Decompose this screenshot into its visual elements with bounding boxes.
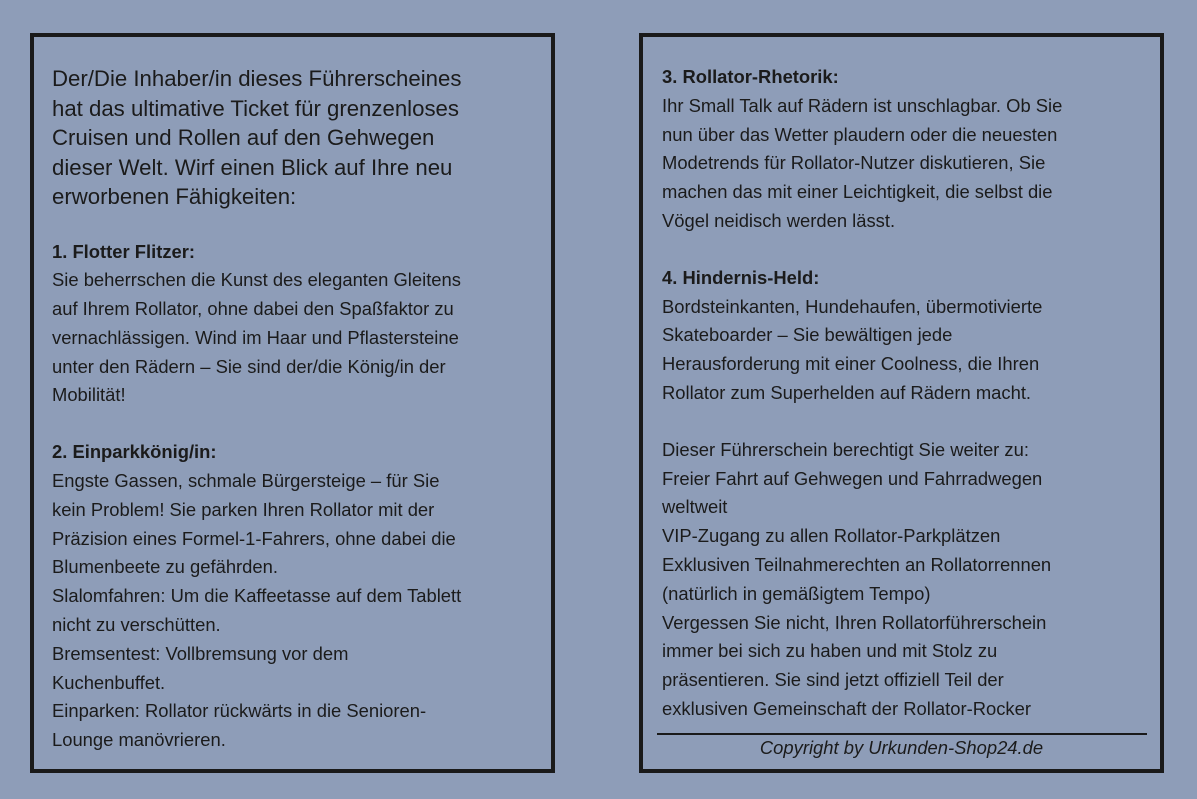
closing-line: Freier Fahrt auf Gehwegen und Fahrradwegen: [662, 467, 1043, 489]
intro-text: [52, 64, 535, 212]
intro-line: hat das ultimative Ticket für grenzenloses: [52, 95, 459, 121]
section-line: auf Ihrem Rollator, ohne dabei den Spaßfaktor zu: [52, 298, 454, 320]
section-line: kein Problem! Sie parken Ihren Rollator mit der: [52, 498, 435, 520]
intro-line: Der/Die Inhaber/in dieses Führerscheines: [52, 66, 462, 91]
footer-divider: [657, 733, 1147, 735]
closing-line: Exklusiven Teilnahmerechten an Rollatorrennen: [662, 553, 1052, 575]
section-line: Ihr Small Talk auf Rädern ist unschlagbar. Ob Sie: [662, 94, 1063, 116]
section-line: Bordsteinkanten, Hundehaufen, übermotivierte: [662, 295, 1043, 317]
section-line: unter den Rädern – Sie sind der/die König/in der: [52, 355, 446, 377]
intro-line: dieser Welt. Wirf einen Blick auf Ihre neu: [52, 154, 453, 180]
section-line: Lounge manövrieren.: [52, 729, 226, 751]
section-line: nun über das Wetter plaudern oder die neuesten: [662, 123, 1058, 145]
intro-line: Cruisen und Rollen auf den Gehwegen: [52, 125, 435, 150]
section-title: 4. Hindernis-Held:: [662, 266, 820, 288]
closing-line: exklusiven Gemeinschaft der Rollator-Rocker: [662, 697, 1031, 719]
closing-line: (natürlich in gemäßigtem Tempo): [662, 582, 931, 604]
section-line: Engste Gassen, schmale Bürgersteige – für Sie: [52, 470, 440, 492]
closing-line: weltweit: [662, 496, 728, 518]
section-line: Mobilität!: [52, 384, 126, 406]
section-title: 3. Rollator-Rhetorik:: [662, 66, 839, 87]
section-line: nicht zu verschütten.: [52, 614, 221, 636]
section-einparkkoenig: [52, 438, 535, 755]
section-line: Präzision eines Formel-1-Fahrers, ohne dabei die: [52, 527, 456, 549]
intro-line: erworbenen Fähigkeiten:: [52, 184, 297, 209]
section-line: Modetrends für Rollator-Nutzer diskutieren, Sie: [662, 152, 1046, 174]
section-line: Kuchenbuffet.: [52, 671, 166, 693]
section-line: Sie beherrschen die Kunst des eleganten Gleitens: [52, 269, 461, 291]
section-line: Bremsentest: Vollbremsung vor dem: [52, 642, 349, 664]
section-line: Herausforderung mit einer Coolness, die Ihren: [662, 353, 1040, 375]
right-card: [639, 33, 1164, 773]
section-title: 1. Flotter Flitzer:: [52, 240, 196, 262]
section-flotter-flitzer: [52, 238, 535, 411]
section-line: Skateboarder – Sie bewältigen jede: [662, 324, 953, 346]
closing-line: Vergessen Sie nicht, Ihren Rollatorführerschein: [662, 611, 1047, 633]
section-line: Slalomfahren: Um die Kaffeetasse auf dem Tablett: [52, 585, 462, 607]
section-line: vernachlässigen. Wind im Haar und Pflastersteine: [52, 326, 459, 348]
section-line: Blumenbeete zu gefährden.: [52, 556, 278, 578]
section-line: Rollator zum Superhelden auf Rädern macht.: [662, 381, 1032, 403]
section-title: 2. Einparkkönig/in:: [52, 441, 217, 463]
section-hindernis-held: [662, 264, 1146, 408]
section-line: machen das mit einer Leichtigkeit, die selbst die: [662, 181, 1053, 203]
section-line: Einparken: Rollator rückwärts in die Senioren-: [52, 700, 427, 722]
closing-line: präsentieren. Sie sind jetzt offiziell Teil der: [662, 669, 1004, 691]
copyright-notice: Copyright by Urkunden-Shop24.de: [759, 737, 1044, 758]
section-line: Vögel neidisch werden lässt.: [662, 209, 896, 231]
section-rollator-rhetorik: [662, 63, 1146, 236]
closing-line: Dieser Führerschein berechtigt Sie weiter zu:: [662, 438, 1029, 460]
closing-line: VIP-Zugang zu allen Rollator-Parkplätzen: [662, 525, 1001, 547]
closing-text: [662, 436, 1146, 724]
left-card: [30, 33, 555, 773]
closing-line: immer bei sich zu haben und mit Stolz zu: [662, 640, 998, 662]
